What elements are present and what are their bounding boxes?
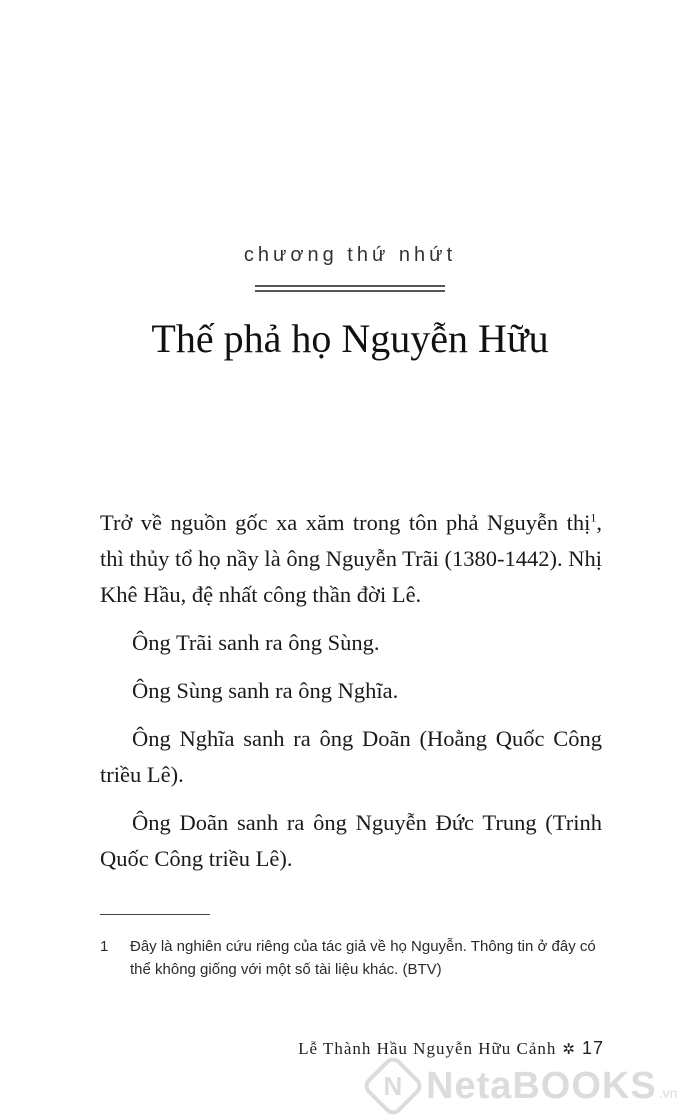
divider-bottom (255, 290, 445, 292)
footnote-text: Đây là nghiên cứu riêng của tác giả về họ Nguyễn. Thông tin ở đây có thể không giống với một số tài liệu khác. (BTV) (130, 938, 596, 978)
watermark-suffix: .vn (658, 1085, 678, 1101)
running-footer (298, 1038, 604, 1059)
paragraph-1-text-a: Trở về nguồn gốc xa xăm trong tôn phả Nguyễn thị (100, 510, 591, 535)
page-number: 17 (581, 1038, 604, 1058)
paragraph-5: Ông Doãn sanh ra ông Nguyễn Đức Trung (Trinh Quốc Công triều Lê). (100, 810, 602, 871)
chapter-title: Thế phả họ Nguyễn Hữu (151, 316, 549, 361)
footnote-number: 1 (100, 938, 109, 955)
footnote (100, 935, 605, 981)
paragraph-1-text-b: , thì thủy tổ họ nầy là ông Nguyễn Trãi (1380-1442). Nhị Khê Hầu, đệ nhất công thần đời Lê. (100, 510, 602, 607)
ornament-icon: ✲ (562, 1042, 576, 1058)
running-title: Lễ Thành Hầu Nguyễn Hữu Cảnh (298, 1039, 557, 1058)
divider-top (255, 285, 445, 287)
paragraph-2: Ông Trãi sanh ra ông Sùng. (132, 630, 380, 655)
watermark-text: NetaBOOKS (426, 1064, 657, 1107)
watermark (370, 1063, 677, 1109)
chapter-label: chương thứ nhứt (243, 244, 457, 266)
watermark-logo-icon: N (360, 1053, 425, 1118)
body-text (100, 505, 602, 889)
footnote-divider (100, 914, 210, 915)
footnote-reference: 1 (590, 510, 597, 525)
paragraph-4: Ông Nghĩa sanh ra ông Doãn (Hoằng Quốc Công triều Lê). (100, 726, 602, 787)
paragraph-3: Ông Sùng sanh ra ông Nghĩa. (132, 678, 399, 703)
paragraph-1 (100, 505, 602, 613)
